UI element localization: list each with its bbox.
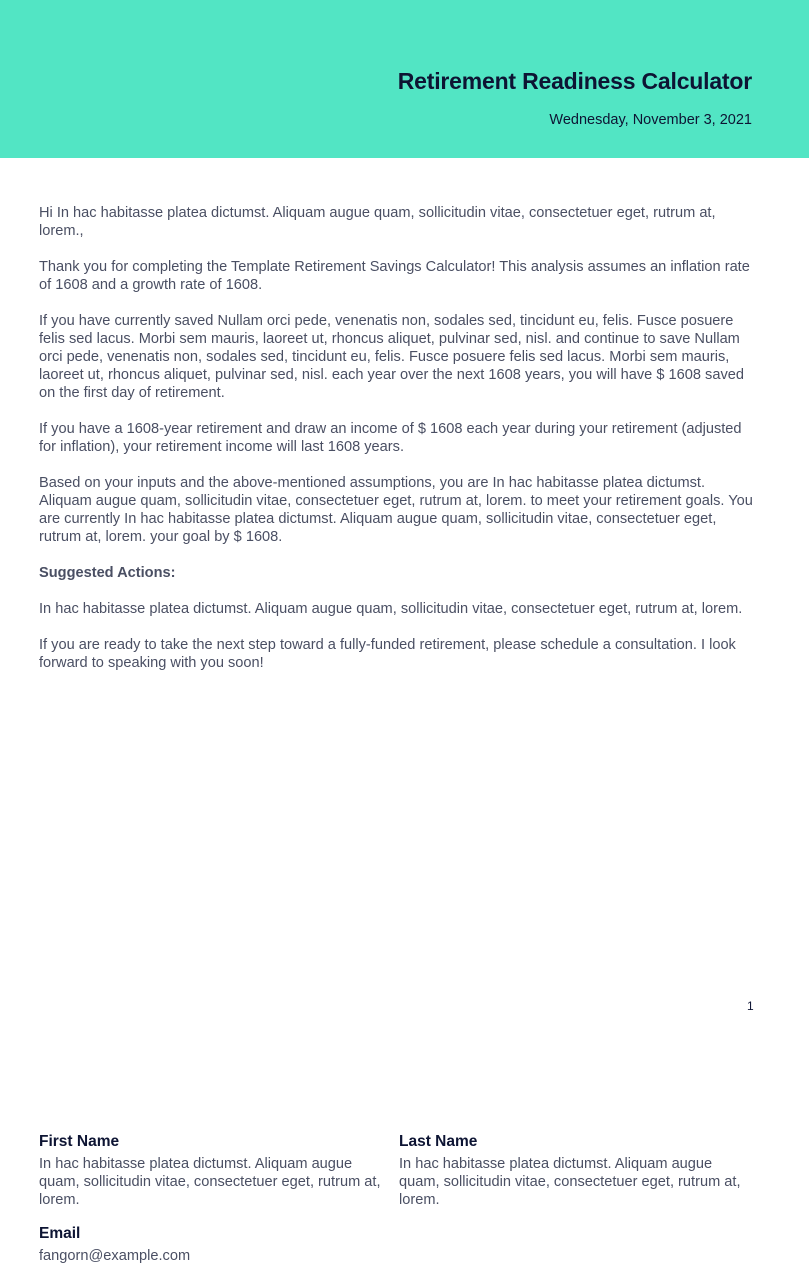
first-name-label: First Name <box>39 1133 120 1150</box>
page-number: 1 <box>747 999 754 1013</box>
closing-paragraph: If you are ready to take the next step toward a fully-funded retirement, please schedule a consultation. I look forward to speaking with you soon! <box>39 637 736 671</box>
income-paragraph: If you have a 1608-year retirement and draw an income of $ 1608 each year during your retirement (adjusted for inflation), your retirement income will last 1608 years. <box>39 421 742 455</box>
email-label: Email <box>39 1225 81 1242</box>
savings-paragraph: If you have currently saved Nullam orci pede, venenatis non, sodales sed, tincidunt eu, felis. Fusce posuere felis sed lacus. Morbi sem mauris, laoreet ut, rhoncus aliquet, pulvinar sed, nisl. and continue to save Nullam orci pede, venenatis non, sodales sed, tincidunt eu, felis. Fusce posuere felis sed lacus. Morbi sem mauris, laoreet ut, rhoncus aliquet, pulvinar sed, nisl. each year over the next 1608 years, you will have $ 1608 saved on the first day of retirement. <box>39 313 744 401</box>
last-name-value: In hac habitasse platea dictumst. Aliquam augue quam, sollicitudin vitae, consectetuer eget, rutrum at, lorem. <box>399 1156 741 1208</box>
email-value: fangorn@example.com <box>39 1248 191 1264</box>
last-name-field <box>399 1132 749 1209</box>
assumptions-paragraph: Thank you for completing the Template Retirement Savings Calculator! This analysis assumes an inflation rate of 1608 and a growth rate of 1608. <box>39 259 750 293</box>
document-date: Wednesday, November 3, 2021 <box>549 112 752 128</box>
readiness-paragraph: Based on your inputs and the above-mentioned assumptions, you are In hac habitasse platea dictumst. Aliquam augue quam, sollicitudin vitae, consectetuer eget, rutrum at, lorem. to meet your retirement goals. You are currently In hac habitasse platea dictumst. Aliquam augue quam, sollicitudin vitae, consectetuer eget, rutrum at, lorem. your goal by $ 1608. <box>39 475 753 545</box>
last-name-label: Last Name <box>399 1133 478 1150</box>
email-field <box>39 1224 389 1265</box>
page-header <box>0 0 809 158</box>
letter-body <box>39 204 755 690</box>
suggested-actions-heading: Suggested Actions: <box>39 565 176 581</box>
greeting-paragraph: Hi In hac habitasse platea dictumst. Aliquam augue quam, sollicitudin vitae, consectetuer eget, rutrum at, lorem., <box>39 205 716 239</box>
first-name-field <box>39 1132 389 1209</box>
document-title: Retirement Readiness Calculator <box>397 68 752 94</box>
first-name-value: In hac habitasse platea dictumst. Aliquam augue quam, sollicitudin vitae, consectetuer eget, rutrum at, lorem. <box>39 1156 381 1208</box>
suggested-actions-text: In hac habitasse platea dictumst. Aliquam augue quam, sollicitudin vitae, consectetuer eget, rutrum at, lorem. <box>39 601 743 617</box>
